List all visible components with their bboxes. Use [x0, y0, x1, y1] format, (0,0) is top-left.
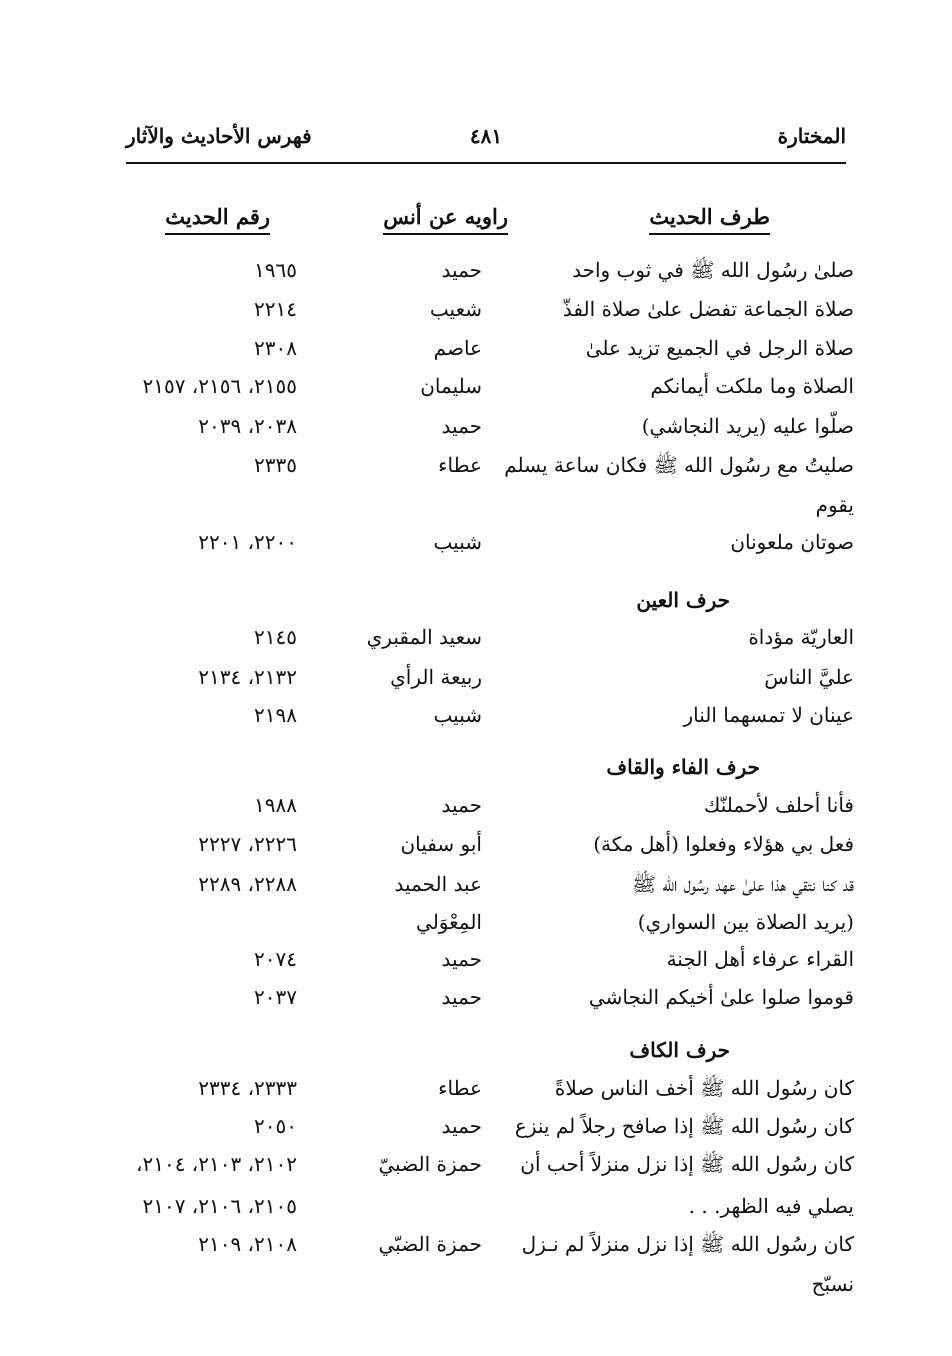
narrator-name: شعيب [429, 297, 482, 321]
index-row [0, 1152, 952, 1186]
hadith-start-text: عينان لا تمسهما النار [683, 703, 854, 727]
hadith-start-text: نسبّح [811, 1272, 854, 1296]
header-rule [126, 162, 846, 164]
index-row [0, 1272, 952, 1306]
hadith-start-text: فعل بي هؤلاء وفعلوا (أهل مكة) [593, 832, 854, 856]
index-row [0, 530, 952, 564]
section-heading: حرف العين [636, 588, 730, 612]
hadith-start-text: صلاة الجماعة تفضل علىٰ صلاة الفذّ [562, 297, 854, 321]
narrator-name: حمزة الضبّي [378, 1232, 482, 1256]
hadith-number: ٢١٠٨، ٢١٠٩ [198, 1232, 297, 1256]
hadith-number: ٢٠٧٤ [254, 947, 297, 971]
hadith-start-text: الصلاة وما ملكت أيمانكم [650, 374, 854, 398]
narrator-name: ربيعة الرأي [390, 665, 482, 689]
index-title: فهرس الأحاديث والآثار [126, 124, 312, 148]
index-row [0, 493, 952, 527]
index-row [0, 665, 952, 699]
index-row [0, 453, 952, 487]
section-heading: حرف الفاء والقاف [606, 755, 760, 779]
hadith-number: ٢١٩٨ [254, 703, 297, 727]
hadith-number: ١٩٨٨ [254, 793, 297, 817]
index-row [0, 703, 952, 737]
hadith-number: ٢٢٨٨، ٢٢٨٩ [198, 872, 297, 896]
hadith-start-text: صلىٰ رسُول الله ﷺ في ثوب واحد [572, 258, 854, 282]
hadith-number: ٢٣٠٨ [254, 336, 297, 360]
narrator-name: شبيب [433, 703, 482, 727]
hadith-start-text: العاريّة مؤداة [748, 625, 854, 649]
hadith-number: ٢٠٥٠ [254, 1114, 297, 1138]
index-row [0, 793, 952, 827]
index-row [0, 1114, 952, 1148]
index-row [0, 832, 952, 866]
hadith-start-text: عليَّ الناسَ [764, 665, 854, 689]
narrator-name: حميد [441, 947, 482, 971]
narrator-name: أبو سفيان [400, 832, 482, 856]
index-row [0, 258, 952, 292]
book-title: المختارة [777, 124, 846, 148]
page-number: ٤٨١ [469, 124, 503, 148]
hadith-start-text: كان رسُول الله ﷺ إذا نزل منزلاً أحب أن [520, 1152, 854, 1176]
narrator-name: المِعْوَلي [416, 910, 482, 934]
hadith-number: ٢٢٠٠، ٢٢٠١ [198, 530, 297, 554]
narrator-name: حميد [441, 985, 482, 1009]
hadith-number: ٢١٠٢، ٢١٠٣، ٢١٠٤، [136, 1152, 297, 1176]
index-row [0, 414, 952, 448]
column-header-narrator: راويه عن أنس [383, 204, 508, 235]
running-header [126, 124, 846, 154]
hadith-start-text: كان رسُول الله ﷺ إذا نزل منزلاً لم نـزل [521, 1232, 854, 1256]
narrator-name: حمزة الضبيّ [378, 1152, 482, 1176]
hadith-start-text: يقوم [815, 493, 854, 517]
narrator-name: سليمان [420, 374, 482, 398]
index-row [0, 1194, 952, 1228]
hadith-start-text: كان رسُول الله ﷺ إذا صافح رجلاً لم ينزع [514, 1114, 854, 1138]
hadith-start-text: صوتان ملعونان [730, 530, 854, 554]
index-row [0, 1076, 952, 1110]
column-header-hadith-start: طرف الحديث [649, 204, 770, 235]
hadith-number: ٢٢٢٦، ٢٢٢٧ [198, 832, 297, 856]
hadith-number: ٢٠٣٨، ٢٠٣٩ [198, 414, 297, 438]
hadith-start-text: (يريد الصلاة بين السواري) [637, 910, 854, 934]
index-row [0, 336, 952, 370]
hadith-number: ٢٣٣٥ [254, 453, 297, 477]
column-header-hadith-number: رقم الحديث [165, 204, 270, 235]
index-row [0, 985, 952, 1019]
index-row [0, 625, 952, 659]
hadith-start-text: قوموا صلوا علىٰ أخيكم النجاشي [588, 985, 854, 1009]
narrator-name: سعيد المقبري [366, 625, 482, 649]
hadith-number: ٢٣٣٣، ٢٣٣٤ [198, 1076, 297, 1100]
index-row [0, 374, 952, 408]
hadith-number: ١٩٦٥ [254, 258, 297, 282]
hadith-start-text: صلاة الرجل في الجميع تزيد علىٰ [585, 336, 854, 360]
index-row [0, 872, 952, 906]
index-row [0, 910, 952, 944]
hadith-number: ٢٠٣٧ [254, 985, 297, 1009]
section-heading: حرف الكاف [629, 1038, 730, 1062]
narrator-name: حميد [441, 793, 482, 817]
narrator-name: عاصم [433, 336, 482, 360]
narrator-name: حميد [441, 1114, 482, 1138]
hadith-start-text: القراء عرفاء أهل الجنة [666, 947, 854, 971]
index-row [0, 1232, 952, 1266]
hadith-number: ٢١٣٢، ٢١٣٤ [198, 665, 297, 689]
narrator-name: شبيب [433, 530, 482, 554]
index-row [0, 947, 952, 981]
narrator-name: حميد [441, 414, 482, 438]
hadith-number: ٢١٥٥، ٢١٥٦، ٢١٥٧ [142, 374, 297, 398]
hadith-start-text: صليتُ مع رسُول الله ﷺ فكان ساعة يسلم [504, 453, 854, 477]
hadith-start-text: يصلي فيه الظهر. . . [688, 1194, 854, 1218]
hadith-start-text: صلّوا عليه (يريد النجاشي) [641, 414, 854, 438]
hadith-start-text: كان رسُول الله ﷺ أخف الناس صلاةً [554, 1076, 854, 1100]
narrator-name: عطاء [438, 453, 482, 477]
hadith-number: ٢١٠٥، ٢١٠٦، ٢١٠٧ [142, 1194, 297, 1218]
hadith-number: ٢٢١٤ [254, 297, 297, 321]
hadith-start-text: فأنا أحلف لأحملنّك [703, 793, 854, 817]
narrator-name: عطاء [438, 1076, 482, 1100]
index-row [0, 297, 952, 331]
narrator-name: حميد [441, 258, 482, 282]
hadith-number: ٢١٤٥ [254, 625, 297, 649]
narrator-name: عبد الحميد [394, 872, 482, 896]
hadith-start-text: قد كنا نتقي هذا علىٰ عهد رسُول الله ﷺ [631, 872, 854, 896]
